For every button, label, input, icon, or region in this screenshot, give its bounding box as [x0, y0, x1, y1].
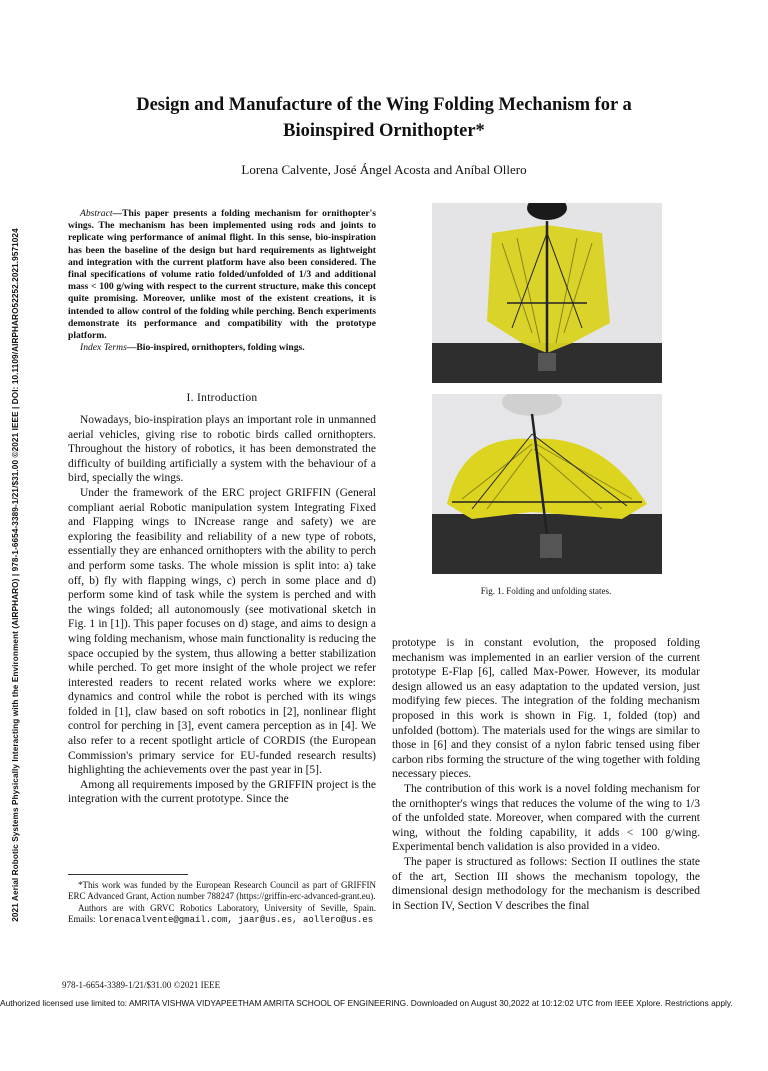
index-terms-text: —Bio-inspired, ornithopters, folding wings.: [126, 342, 305, 354]
section-heading-introduction: I. Introduction: [186, 392, 258, 404]
footnotes: [68, 880, 376, 927]
right-paragraph-1: prototype is in constant evolution, the proposed folding mechanism was implemented in an earlier version of the current prototype E-Flap [6], called Max-Power. However, its modular design allowed us an easy adaptation to the updated version, just modifying few pieces. The integration of the folding mechanism proposed in this work is shown in Fig. 1, folded (top) and unfolded (bottom). The materials used for the wings are similar to those in [6] and they consist of a nylon fabric tensed using fiber carbon ribs forming the structure of the wing together with folding necessary pieces.: [392, 637, 700, 781]
abstract-label: Abstract: [80, 208, 113, 219]
intro-paragraph-1: Nowadays, bio-inspiration plays an important role in unmanned aerial vehicles, giving rise to robotic birds called ornithopters. Throughout the history of robotics, it has been demonstrated the difficulty of building artificially a system with the behaviour of a bird, specially the wings.: [68, 414, 376, 485]
license-notice: Authorized licensed use limited to: AMRITA VISHWA VIDYAPEETHAM AMRITA SCHOOL OF ENGINEERING. Downloaded on August 30,2022 at 10:12:02 UTC from IEEE Xplore. Restrictions apply.: [0, 998, 733, 1008]
right-paragraph-2: The contribution of this work is a novel folding mechanism for the ornithopter's wings that reduces the volume of the wing to 1/3 of the unfolded state. Moreover, when compared with the current wing, without the folding capability, it adds < 100 g/wing. Experimental bench validation is also provided in a video.: [392, 782, 700, 854]
intro-paragraph-2: Under the framework of the ERC project GRIFFIN (General compliant aerial Robotic manipulation system Integrating Fixed and Flapping wings to INcrease range and safety) we are exploring the feasibility and reliability of a new type of robots, essentially they are enhanced ornithopters with the ability to perch and perform some tasks. The whole mission is split into: a) take off, b) fly with flapping wings, c) perch in some place and d) perform some kind of task while the system is perched and with the wings folded; all autonomously (see motivational sketch in Fig. 1 in [1]). This paper focuses on d) stage, and aims to design a wing folding mechanism, whose main functionality is reducing the space occupied by the system, thus allowing a better stabilization while perched. To get more insight of the whole project we refer interested readers to recent related works where we explore: dynamics and control while the robot is perched with its wings folded in [1], claw based on soft robotics in [2], nonlinear flight control for perching in [3], event camera perception as in [4]. We also refer to a recent spotlight article of CORDIS (the European Commission's primary service for EU-funded research results) highlighting the achievements over the past year in [5].: [68, 486, 376, 777]
footnote-authors: [68, 903, 376, 927]
abstract-text: —This paper presents a folding mechanism for ornithopter's wings. The mechanism has been implemented using rods and joints to replicate wing performance of animal flight. In this sense, bio-inspiration has been the baseline of the design but hard requirements as lightweight and integration with the current platform have also been considered. The final specifications of volume ratio folded/unfolded of 1/3 and additional mass < 100 g/wing with respect to the current structure, make this concept quite promising. Moreover, unlike most of the existent creations, it is intended to allow control of the folding while perching. Bench experiments demonstrate its performance and compatibility with the prototype platform.: [68, 208, 376, 342]
footnote-divider: [68, 874, 188, 875]
side-citation-text: 2021 Aerial Robotic Systems Physically Interacting with the Environment (AIRPHARO) | 978-1-6654-3389-1/21/$31.00 ©2021 IEEE | DOI: 10.1109/AIRPHARO52252.2021.9571024: [11, 228, 20, 922]
intro-paragraph-3: Among all requirements imposed by the GRIFFIN project is the integration with the current prototype. Since the: [68, 778, 376, 806]
footnote-authors-text: Authors are with GRVC Robotics Laboratory, University of Seville, Spain. Emails:: [68, 902, 376, 925]
paper-title: [60, 92, 708, 144]
folded-wing-illustration: [432, 203, 662, 383]
left-column-body: [68, 413, 376, 807]
abstract: [68, 208, 376, 354]
title-line-1: Design and Manufacture of the Wing Folding Mechanism for a: [136, 95, 632, 115]
index-terms-label: Index Terms: [80, 342, 127, 354]
right-column-body: [392, 636, 700, 913]
title-line-2: Bioinspired Ornithopter*: [283, 121, 485, 141]
figure-caption: Fig. 1. Folding and unfolding states.: [480, 586, 612, 596]
author-list: Lorena Calvente, José Ángel Acosta and Aníbal Ollero: [241, 162, 527, 177]
figure-unfolded-photo: [432, 394, 662, 574]
page-footer-copyright: 978-1-6654-3389-1/21/$31.00 ©2021 IEEE: [62, 980, 221, 990]
figure-folded-photo: [432, 203, 662, 383]
right-paragraph-3: The paper is structured as follows: Section II outlines the state of the art, Section III shows the mechanism topology, the dimensional design methodology for the mechanism is described in Section IV, Section V describes the final: [392, 855, 700, 912]
footnote-funding: *This work was funded by the European Research Council as part of GRIFFIN ERC Advanced Grant, Action number 788247 (https://griffin-erc-advanced-grant.eu).: [68, 880, 376, 902]
unfolded-wing-illustration: [432, 394, 662, 574]
footnote-emails: lorenacalvente@gmail.com, jaar@us.es, aollero@us.es: [97, 915, 374, 926]
